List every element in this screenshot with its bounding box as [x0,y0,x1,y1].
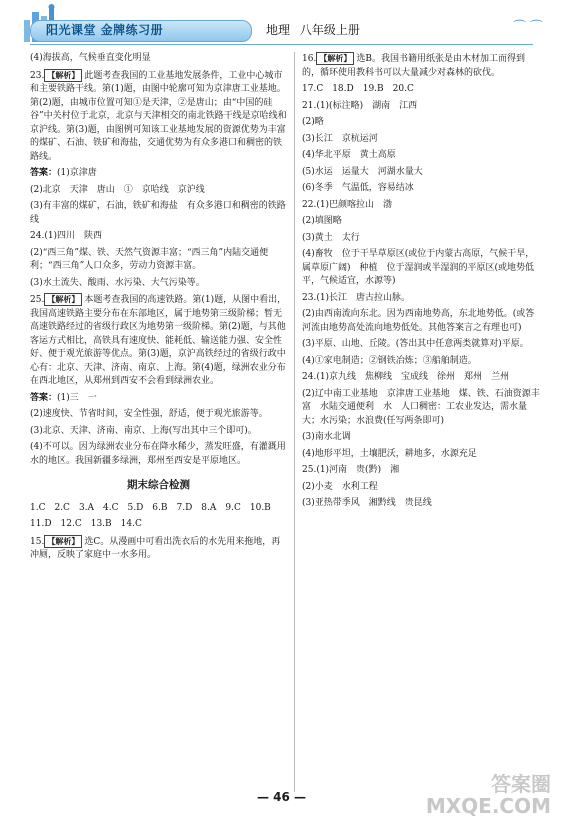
answer-line: 21.(1)(标注略) 湖南 江西 [302,100,418,111]
answer-line: 23.(1)长江 唐古拉山脉。 [302,292,411,303]
answer-line: (4)畜牧 位于干旱草原区(或位于内蒙古高原，气候干旱，属草原广阔) 种植 位于湿润或半湿润的平原区(或地势低平，气候适宜，水源等) [302,249,535,286]
analysis-tag: 【解析】 [44,535,82,548]
answer-line: 24.(1)四川 陕西 [30,231,103,241]
answer-line [30,167,287,181]
analysis-tag: 【解析】 [44,69,82,82]
watermark-line-2: MXQE.COM [425,794,551,818]
analysis-text: 选B。我国书籍用纸张是由木材加工而得到的，循环使用教科书可以大量减少对森林的砍伐。 [302,54,525,78]
answer-line: (2)“西三角”煤、铁、天然气资源丰富；“西三角”内陆交通便利；“西三角”人口众多，劳动力资源丰富。 [30,247,269,271]
answer-line: 11.D 12.C 13.B 14.C [30,519,142,530]
right-column [302,52,542,514]
answer-line: (2)小麦 水利工程 [302,481,378,492]
answer-text: (1)三 一 [57,392,97,403]
answer-line: (3)平原、山地、丘陵。(答出其中任意两类就算对)平原。 [302,339,529,349]
answer-text: (1)京津唐 [57,168,97,178]
analysis-tag: 【解析】 [44,293,82,306]
answer-line: (2)略 [302,117,324,127]
answer-line: (4)华北平原 黄土高原 [302,150,396,160]
answer-line: (4)不可以。因为绿洲农业分布在降水稀少，蒸发旺盛，有灌溉用水的地区。我国新疆多绿洲，郑州至西安是平原地区。 [30,442,286,466]
answer-line: (3)有丰富的煤矿，石油，铁矿和海盐 有众多港口和稠密的铁路线 [30,201,286,225]
answer-line: (6)冬季 气温低，容易结冰 [302,183,414,193]
analysis-text: 选C。从漫画中可看出洗衣后的水先用来拖地，再冲厕，反映了家庭中一水多用。 [30,536,281,561]
series-title: 阳光课堂 金牌练习册 [46,23,164,37]
answer-line: (2)由西南流向东北。因为西南地势高，东北地势低。(或答河流由地势高处流向地势低处。其他答案言之有理也可) [302,309,535,333]
watermark-logo [426,773,551,817]
answer-line: (3)黄土 太行 [302,232,360,243]
answer-label: 答案： [30,392,58,403]
watermark-line-1: 答案圈 [491,772,551,796]
analysis-paragraph [302,52,542,80]
answer-line: (4)①家电制造；②钢铁冶炼；③船舶制造。 [302,355,477,366]
page-header [0,0,563,50]
answer-line: (2)辽中南工业基地 京津唐工业基地 煤、铁、石油资源丰富 水陆交通便利 水 人口稠密：工农业发达，需水量大；水污染；水浪费(任写两条即可) [302,388,540,426]
answer-line: (5)水运 运量大 河湖水量大 [302,166,423,177]
question-number: 23. [30,70,45,81]
answer-line: 17.C 18.D 19.B 20.C [302,84,414,94]
analysis-text: 此题考查我国的工业基地发展条件，工业中心城市和主要铁路干线。第(1)题，由图中轮廓可知为京津唐工业基地。第(2)题，由城市位置可知①是天津，②是唐山；由“中国的硅谷”中关村位于北京，北京与天津相交的南北铁路干线是京哈线和京沪线。第(3)题，由图例可知该工业基地发展的资源优势为丰富的煤矿、石油、铁矿和海盐，交通优势为有众多港口和稠密的铁路线。 [30,70,287,162]
answer-label: 答案： [30,168,58,178]
answer-line: 25.(1)河南 贵(黔) 湘 [302,465,400,475]
answer-line: (3)亚热带季风 湘黔线 贵昆线 [302,498,432,508]
column-divider [294,52,295,792]
answer-line: (3)南水北调 [302,432,351,442]
left-column [30,52,287,566]
answer-line: 24.(1)京九线 焦柳线 宝成线 徐州 郑州 兰州 [302,372,510,382]
section-title: 期末综合检测 [127,479,190,491]
analysis-paragraph [30,535,287,563]
answer-line: (3)水土流失、酸雨、水污染、大气污染等。 [30,277,205,288]
answer-line: (4)地形平坦，土壤肥沃，耕地多，水源充足 [302,448,477,459]
answer-line: 22.(1)巴颜喀拉山 渤 [302,199,393,210]
answer-line [30,392,287,406]
analysis-text: 本题考查我国的高速铁路。第(1)题，从图中看出，我国高速铁路主要分布在东部地区，属于地势第三级阶梯；暂无高速铁路经过的省级行政区为地势第一级阶梯。第(2)题，与其他客运方式相比，高铁具有速度快、能耗低、输送能力强、安全性好、便于观光旅游等优点。第(3)题，京沪高铁经过的省级行政中心有：北京、天津、济南、南京、上海。第(4)题，绿洲农业分布在西北地区，从郑州到西安不会看到绿洲农业。 [30,295,287,386]
answer-line: (3)长江 京杭运河 [302,133,378,144]
answer-line: (4)海拔高，气候垂直变化明显 [30,53,151,63]
answer-line: (2)填图略 [302,216,342,226]
analysis-tag: 【解析】 [316,52,354,65]
header-divider [30,44,533,45]
answer-line: 1.C 2.C 3.A 4.C 5.D 6.B 7.D 8.A 9.C 10.B [30,502,271,513]
answer-line: (2)速度快、节省时间，安全性强，舒适，便于观光旅游等。 [30,409,268,419]
page-number: — 46 — [256,790,307,804]
answer-line: (2)北京 天津 唐山 ① 京哈线 京沪线 [30,184,205,195]
subject-grade-label: 地理 八年级上册 [266,23,360,37]
analysis-paragraph [30,293,287,389]
question-number: 15. [30,536,45,547]
birds-icon: ⌒ ⌒ [512,20,543,35]
analysis-paragraph [30,69,287,165]
question-number: 16. [302,54,317,64]
answer-line: (3)北京、天津、济南、南京、上海(写出其中三个即可)。 [30,425,257,436]
question-number: 25. [30,295,45,305]
